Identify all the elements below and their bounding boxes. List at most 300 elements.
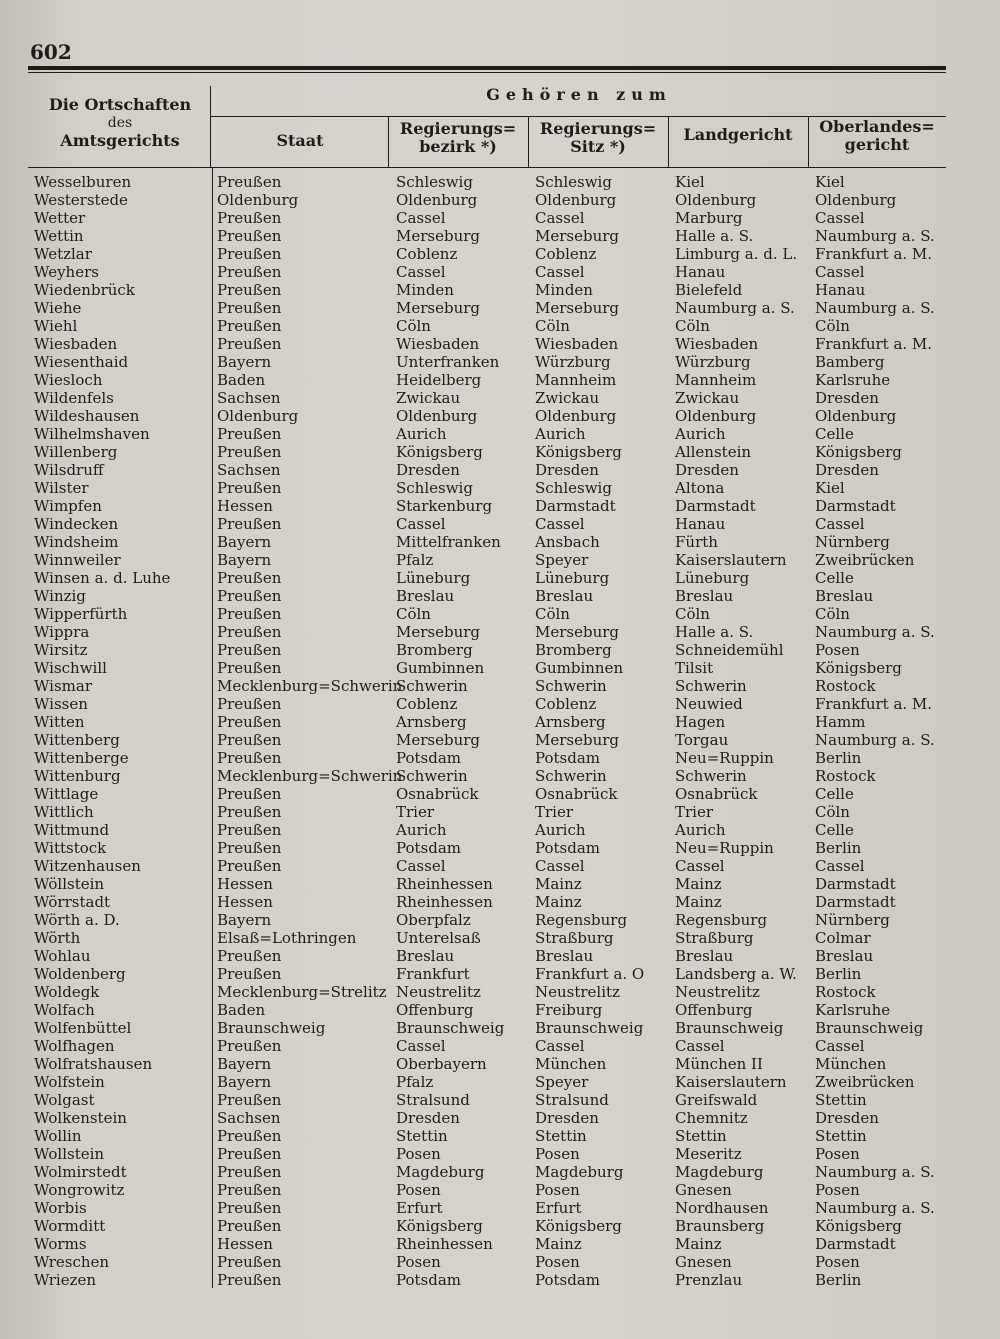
list-item: Celle [815,425,854,443]
list-item: Oldenburg [675,191,757,209]
list-item: Braunsberg [675,1217,765,1235]
list-item: Schwerin [675,767,747,785]
list-item: Breslau [675,587,734,605]
list-item: Celle [815,569,854,587]
list-item: Merseburg [535,299,620,317]
list-item: Wiesloch [34,371,103,389]
list-item: Preußen [217,641,282,659]
list-item: München [535,1055,607,1073]
list-item: Königsberg [815,1217,902,1235]
header-landgericht: Landgericht [683,125,793,144]
list-item: Oberbayern [396,1055,487,1073]
list-item: Wismar [34,677,92,695]
list-item: Allenstein [675,443,752,461]
list-item: Preußen [217,947,282,965]
list-item: Wiehl [34,317,78,335]
list-item: Mainz [535,1235,582,1253]
list-item: Chemnitz [675,1109,748,1127]
list-item: Wöllstein [34,875,105,893]
list-item: Weyhers [34,263,99,281]
list-item: Sachsen [217,1109,281,1127]
list-item: Rheinhessen [396,875,493,893]
list-item: Hessen [217,497,273,515]
list-item: Frankfurt a. M. [815,335,933,353]
list-item: Winzig [34,587,86,605]
list-item: Wilster [34,479,89,497]
list-item: Mecklenburg=Strelitz [217,983,387,1001]
list-item: Wolgast [34,1091,95,1109]
list-item: Cassel [535,1037,585,1055]
list-item: Magdeburg [396,1163,485,1181]
list-item: Breslau [535,947,594,965]
list-item: Braunschweig [217,1019,326,1037]
header-divider-2 [528,116,529,167]
list-item: Braunschweig [815,1019,924,1037]
list-item: Preußen [217,965,282,983]
list-item: Mainz [675,1235,722,1253]
list-item: Gumbinnen [396,659,485,677]
list-item: Stettin [815,1091,867,1109]
header-regsitz-line2: Sitz *) [570,137,626,156]
list-item: Pfalz [396,1073,434,1091]
list-item: Lüneburg [396,569,471,587]
list-item: Hagen [675,713,726,731]
list-item: Neustrelitz [396,983,481,1001]
list-item: Minden [396,281,454,299]
list-item: Limburg a. d. L. [675,245,798,263]
list-item: Cassel [396,263,446,281]
list-item: Stettin [815,1127,867,1145]
list-item: Coblenz [396,695,458,713]
list-item: Mecklenburg=Schwerin [217,677,403,695]
list-item: Oberpfalz [396,911,471,929]
list-item: Kiel [815,173,845,191]
list-item: Colmar [815,929,871,947]
header-divider-1 [388,116,389,167]
list-item: Potsdam [396,1271,462,1289]
list-item: Nürnberg [815,911,890,929]
list-item: Wörth [34,929,81,947]
list-item: Potsdam [535,839,601,857]
list-item: Merseburg [396,299,481,317]
list-item: Zwickau [396,389,461,407]
list-item: Osnabrück [675,785,758,803]
list-item: Osnabrück [396,785,479,803]
list-item: Wiesbaden [675,335,759,353]
header-regbezirk [388,120,528,156]
list-item: Osnabrück [535,785,618,803]
list-item: Tilsit [675,659,714,677]
list-item: Bayern [217,1055,272,1073]
list-item: Dresden [535,1109,599,1127]
list-item: Preußen [217,821,282,839]
list-item: Preußen [217,299,282,317]
list-item: Königsberg [535,443,622,461]
list-item: Westerstede [34,191,128,209]
list-item: Preußen [217,1253,282,1271]
list-item: Unterelsaß [396,929,481,947]
list-item: Cassel [815,515,865,533]
list-item: Gnesen [675,1181,732,1199]
list-item: Posen [535,1181,580,1199]
list-item: Zwickau [535,389,600,407]
column-ortschaften [34,173,209,1289]
list-item: Hamm [815,713,866,731]
list-item: Potsdam [396,749,462,767]
list-item: Oldenburg [217,407,299,425]
list-item: Rostock [815,767,876,785]
list-item: Wischwill [34,659,107,677]
list-item: Wittenberg [34,731,120,749]
list-item: Preußen [217,1181,282,1199]
list-item: Preußen [217,659,282,677]
list-item: Preußen [217,1271,282,1289]
list-item: Lüneburg [675,569,750,587]
list-item: Preußen [217,623,282,641]
list-item: Wolfratshausen [34,1055,153,1073]
list-item: Cöln [535,605,570,623]
list-item: Darmstadt [815,893,896,911]
list-item: Hanau [675,515,726,533]
list-item: Posen [815,1181,860,1199]
list-item: Hessen [217,875,273,893]
list-item: Wolkenstein [34,1109,127,1127]
list-item: Unterfranken [396,353,500,371]
list-item: Regensburg [675,911,768,929]
list-item: Neustrelitz [675,983,760,1001]
list-item: Trier [535,803,574,821]
list-item: Mecklenburg=Schwerin [217,767,403,785]
list-item: Dresden [815,1109,879,1127]
list-item: Mittelfranken [396,533,501,551]
list-item: Preußen [217,569,282,587]
list-item: Preußen [217,209,282,227]
list-item: Hessen [217,1235,273,1253]
list-item: Merseburg [535,623,620,641]
list-item: Sachsen [217,389,281,407]
list-item: Frankfurt a. M. [815,245,933,263]
list-item: Preußen [217,443,282,461]
list-item: Hessen [217,893,273,911]
list-item: Cöln [396,317,431,335]
list-item: Bromberg [535,641,612,659]
list-item: Wittlage [34,785,99,803]
list-item: Schleswig [396,479,473,497]
list-item: Wolfenbüttel [34,1019,132,1037]
list-item: Preußen [217,479,282,497]
header-gehoeren: Gehören zum [486,85,672,104]
header-oberlandesgericht [808,118,946,154]
list-item: Gumbinnen [535,659,624,677]
list-item: Woldenberg [34,965,126,983]
list-item: Aurich [675,821,726,839]
list-item: Freiburg [535,1001,603,1019]
list-item: Wiesbaden [535,335,619,353]
list-item: Mainz [535,875,582,893]
list-item: Dresden [535,461,599,479]
list-item: Naumburg a. S. [675,299,795,317]
top-rule [28,66,946,70]
list-item: Wiesenthaid [34,353,129,371]
list-item: Bielefeld [675,281,743,299]
list-item: Halle a. S. [675,227,754,245]
list-item: Frankfurt [396,965,470,983]
list-item: Aurich [396,425,447,443]
list-item: Bayern [217,911,272,929]
list-item: Kaiserslautern [675,551,787,569]
list-item: Rostock [815,983,876,1001]
list-item: Wipperfürth [34,605,128,623]
list-item: München II [675,1055,763,1073]
list-item: Posen [535,1145,580,1163]
list-item: Fürth [675,533,718,551]
list-item: Rostock [815,677,876,695]
list-item: Oldenburg [535,191,617,209]
list-item: Preußen [217,839,282,857]
header-ortschaften-line1: Die Ortschaften [48,95,192,114]
list-item: Nürnberg [815,533,890,551]
list-item: Wittstock [34,839,107,857]
list-item: Cassel [535,209,585,227]
list-item: Naumburg a. S. [815,1199,935,1217]
list-item: Witten [34,713,85,731]
list-item: Cassel [396,515,446,533]
list-item: Breslau [815,587,874,605]
list-item: Stettin [535,1127,587,1145]
header-subrule [210,116,946,117]
list-item: Stettin [675,1127,727,1145]
list-item: Wilhelmshaven [34,425,150,443]
list-item: Preußen [217,1145,282,1163]
list-item: Nordhausen [675,1199,769,1217]
column-regierungsbezirk [396,173,528,1289]
list-item: Bromberg [396,641,473,659]
list-item: Hanau [815,281,866,299]
list-item: Oldenburg [217,191,299,209]
list-item: Preußen [217,1037,282,1055]
list-item: Wiesbaden [34,335,118,353]
list-item: München [815,1055,887,1073]
list-item: Erfurt [535,1199,582,1217]
list-item: Wittenburg [34,767,121,785]
list-item: Wetter [34,209,86,227]
header-ortschaften-line3: Amtsgerichts [60,131,180,150]
list-item: Stralsund [396,1091,470,1109]
column-oberlandesgericht [815,173,945,1289]
list-item: Oldenburg [535,407,617,425]
list-item: Worbis [34,1199,87,1217]
list-item: Braunschweig [675,1019,784,1037]
list-item: Potsdam [535,749,601,767]
list-item: Karlsruhe [815,371,891,389]
list-item: Celle [815,785,854,803]
list-item: Elsaß=Lothringen [217,929,357,947]
list-item: Karlsruhe [815,1001,891,1019]
list-item: Baden [217,371,266,389]
list-item: Celle [815,821,854,839]
list-item: Gnesen [675,1253,732,1271]
list-item: Preußen [217,227,282,245]
header-bottom-rule [28,167,946,168]
list-item: Preußen [217,1127,282,1145]
list-item: Wolfstein [34,1073,105,1091]
list-item: Wolmirstedt [34,1163,127,1181]
list-item: Dresden [396,1109,460,1127]
list-item: Preußen [217,1163,282,1181]
column-staat [217,173,403,1289]
list-item: Preußen [217,1199,282,1217]
list-item: Dresden [396,461,460,479]
list-item: Naumburg a. S. [815,731,935,749]
list-item: Schwerin [535,767,607,785]
list-item: Dresden [675,461,739,479]
list-item: Wormditt [34,1217,106,1235]
top-rule-thin [28,72,946,73]
list-item: Cöln [815,605,850,623]
list-item: Cöln [815,803,850,821]
list-item: Magdeburg [675,1163,764,1181]
list-item: Preußen [217,281,282,299]
list-item: Pfalz [396,551,434,569]
list-item: Hanau [675,263,726,281]
list-item: Wörrstadt [34,893,111,911]
header-divider-3 [668,116,669,167]
list-item: Frankfurt a. M. [815,695,933,713]
list-item: Cöln [535,317,570,335]
list-item: Mannheim [675,371,757,389]
list-item: Posen [535,1253,580,1271]
list-item: Wirsitz [34,641,88,659]
list-item: Bayern [217,353,272,371]
list-item: Bayern [217,533,272,551]
list-item: Cassel [815,857,865,875]
list-item: Cassel [815,1037,865,1055]
list-item: Naumburg a. S. [815,623,935,641]
list-item: Breslau [815,947,874,965]
list-item: Mainz [535,893,582,911]
list-item: Naumburg a. S. [815,1163,935,1181]
list-item: Prenzlau [675,1271,743,1289]
list-item: Wohlau [34,947,91,965]
list-item: Preußen [217,587,282,605]
list-item: Preußen [217,857,282,875]
list-item: Darmstadt [535,497,616,515]
list-item: Königsberg [815,659,902,677]
list-item: Wiedenbrück [34,281,135,299]
list-item: Merseburg [535,731,620,749]
list-item: Schwerin [396,767,468,785]
list-item: Neu=Ruppin [675,749,774,767]
list-item: Bayern [217,551,272,569]
list-item: Schneidemühl [675,641,784,659]
list-item: Wollin [34,1127,82,1145]
list-item: Aurich [535,425,586,443]
list-item: Posen [396,1181,441,1199]
header-regsitz-line1: Regierungs= [539,119,657,138]
list-item: Minden [535,281,593,299]
list-item: Preußen [217,245,282,263]
list-item: Cöln [815,317,850,335]
header-ortschaften [30,96,210,150]
header-olg-line2: gericht [844,135,910,154]
column-landgericht [675,173,807,1289]
list-item: Würzburg [535,353,611,371]
list-item: Coblenz [535,695,597,713]
list-item: Wippra [34,623,90,641]
list-item: Posen [396,1145,441,1163]
list-item: Trier [396,803,435,821]
list-item: Schleswig [396,173,473,191]
list-item: Magdeburg [535,1163,624,1181]
list-item: Preußen [217,749,282,767]
list-item: Coblenz [396,245,458,263]
header-regsitz [528,120,668,156]
list-item: Cassel [396,1037,446,1055]
list-item: Aurich [396,821,447,839]
list-item: Preußen [217,335,282,353]
header-olg-line1: Oberlandes= [819,117,935,136]
list-item: Preußen [217,317,282,335]
list-item: Woldegk [34,983,100,1001]
header-regbezirk-line1: Regierungs= [399,119,517,138]
list-item: Wolfhagen [34,1037,115,1055]
list-item: Bayern [217,1073,272,1091]
list-item: Merseburg [396,227,481,245]
list-item: Offenburg [396,1001,474,1019]
list-item: Posen [396,1253,441,1271]
list-item: Rheinhessen [396,893,493,911]
list-item: Schleswig [535,479,612,497]
list-item: Cassel [535,263,585,281]
list-item: Berlin [815,965,862,983]
list-item: Wittenberge [34,749,129,767]
list-item: Neu=Ruppin [675,839,774,857]
list-item: Königsberg [815,443,902,461]
list-item: Preußen [217,515,282,533]
list-item: Stettin [396,1127,448,1145]
list-item: Berlin [815,1271,862,1289]
list-item: Lüneburg [535,569,610,587]
list-item: Willenberg [34,443,118,461]
list-item: Merseburg [396,731,481,749]
list-item: Cassel [396,209,446,227]
list-item: Schwerin [675,677,747,695]
list-item: Cöln [675,317,710,335]
list-item: Cassel [675,857,725,875]
list-item: Wörth a. D. [34,911,120,929]
list-item: Marburg [675,209,743,227]
list-item: Posen [815,641,860,659]
list-item: Coblenz [535,245,597,263]
list-item: Cöln [396,605,431,623]
list-item: Wilsdruff [34,461,104,479]
list-item: Oldenburg [815,191,897,209]
list-item: Wriezen [34,1271,97,1289]
list-item: Posen [815,1145,860,1163]
list-item: Preußen [217,803,282,821]
list-item: Bamberg [815,353,885,371]
list-item: Aurich [675,425,726,443]
header-staat: Staat [276,131,324,150]
list-item: Frankfurt a. O [535,965,645,983]
list-item: Berlin [815,749,862,767]
list-item: Königsberg [535,1217,622,1235]
list-item: Wolfach [34,1001,95,1019]
list-item: Rheinhessen [396,1235,493,1253]
list-item: Torgau [675,731,729,749]
list-item: Merseburg [535,227,620,245]
list-item: Wittmund [34,821,110,839]
